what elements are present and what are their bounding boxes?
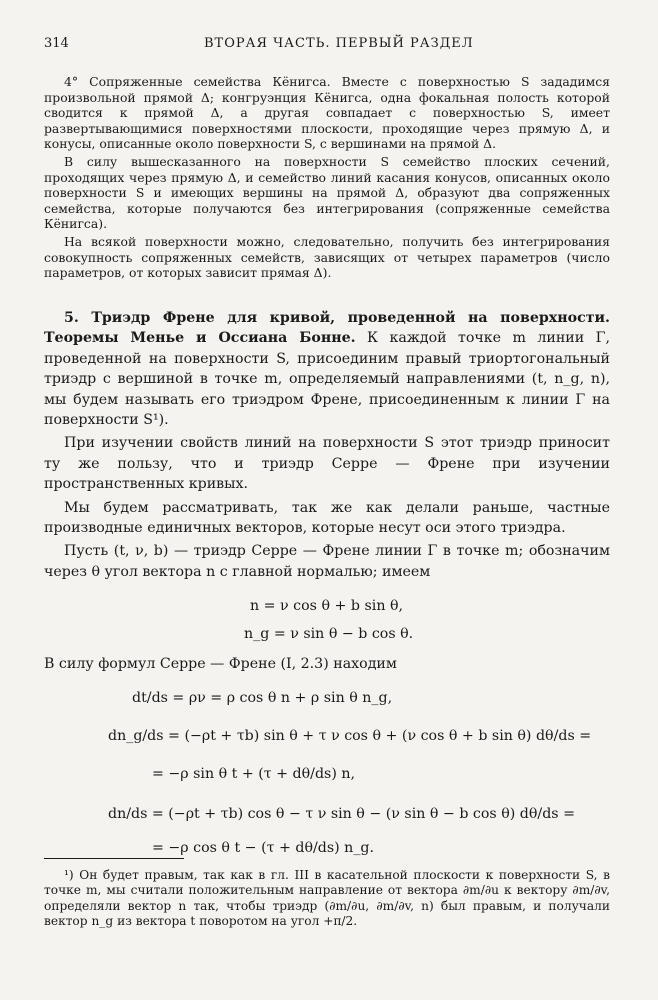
frenet-section: [44, 308, 610, 585]
section-paragraph-1: [44, 308, 610, 430]
section-paragraph-3: Мы будем рассматривать, так же как делали раньше, частные производные единичных векторов, которые несут оси этого триэдра.: [44, 499, 610, 537]
section-paragraph-4: Пусть (t, ν, b) — триэдр Серре — Френе линии Γ в точке m; обозначим через θ угол вектора n с главной нормалью; имеем: [44, 543, 610, 580]
paragraph-koenigs-conclusion: На всякой поверхности можно, следовательно, получить без интегрирования совокупность сопряженных семейств, зависящих от четырех параметров (число параметров, от которых зависит прямая Δ).: [44, 233, 610, 281]
equation-n: n = ν cos θ + b sin θ,: [250, 598, 404, 614]
equation-dt-ds: dt/ds = ρν = ρ cos θ n + ρ sin θ n_g,: [132, 690, 393, 706]
running-title: ВТОРАЯ ЧАСТЬ. ПЕРВЫЙ РАЗДЕЛ: [204, 36, 474, 51]
equation-dng-ds-line1: dn_g/ds = (−ρt + τb) sin θ + τ ν cos θ + (ν cos θ + b sin θ) dθ/ds =: [108, 728, 592, 744]
footnote-rule: [44, 858, 184, 859]
section-intro-text: К каждой точке m линии Γ, проведенной на поверхности S, присоединим правый триортогональный триэдр с вершиной в точке m, определяемый направлениями (t, n_g, n), мы будем называть его триэдром Френе, присоединенным к линии Γ на поверхности S¹).: [44, 330, 611, 429]
equation-dn-ds-line1: dn/ds = (−ρt + τb) cos θ − τ ν sin θ − (ν sin θ − b cos θ) dθ/ds =: [108, 806, 575, 822]
section-paragraph-5: В силу формул Серре — Френе (I, 2.3) находим: [44, 656, 397, 672]
paragraph-koenigs-intro: 4° Сопряженные семейства Кёнигса. Вместе с поверхностью S зададимся произвольной прямой Δ; конгруэнция Кёнигса, одна фокальная полость которой сводится к прямой Δ, а другая совпадает с поверхностью S, имеет развертывающимися поверхностями плоскости, проходящие через прямую Δ, и конусы, описанные около поверхности S, с вершинами на прямой Δ.: [44, 74, 610, 152]
footnote-text: ¹) Он будет правым, так как в гл. III в касательной плоскости к поверхности S, в точке m, мы считали положительным направление от вектора ∂m/∂u к вектору ∂m/∂v, определяли вектор n так, чтобы триэдр (∂m/∂u, ∂m/∂v, n) был правым, и получали вектор n_g из вектора t поворотом на угол +π/2.: [44, 868, 610, 929]
equation-ng: n_g = ν sin θ − b cos θ.: [244, 626, 414, 642]
equation-dng-ds-line2: = −ρ sin θ t + (τ + dθ/ds) n,: [152, 766, 356, 782]
section-paragraph-2: При изучении свойств линий на поверхности S этот триэдр приносит ту же пользу, что и триэдр Серре — Френе при изучении пространственных кривых.: [44, 435, 610, 493]
serre-frenet-lead: [44, 654, 610, 677]
paragraph-koenigs-consequence: В силу вышесказанного на поверхности S семейство плоских сечений, проходящих через прямую Δ, и семейство линий касания конусов, описанных около поверхности S и имеющих вершины на прямой Δ, образуют два сопряженных семейства, которые получаются без интегрирования (сопряженные семейства Кёнигса).: [44, 153, 610, 232]
section-title: 5. Триэдр Френе для кривой, проведенной на поверхности. Теоремы Менье и Оссиана Бонне.: [44, 310, 610, 347]
page-number: 314: [44, 36, 69, 51]
page-header: [44, 36, 610, 56]
koenigs-section: [44, 74, 610, 283]
footnote: [44, 868, 610, 930]
equation-dn-ds-line2: = −ρ cos θ t − (τ + dθ/ds) n_g.: [152, 840, 374, 856]
